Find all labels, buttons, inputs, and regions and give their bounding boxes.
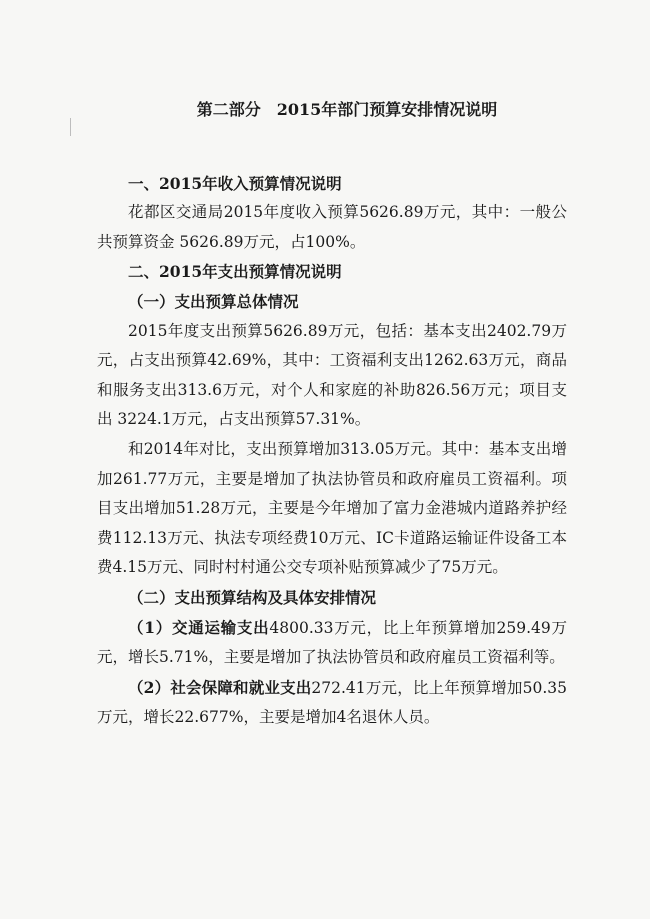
social-security-expense-item xyxy=(97,673,567,733)
expense-structure-heading: （二）支出预算结构及具体安排情况 xyxy=(128,587,377,607)
income-paragraph: 花都区交通局2015年度收入预算5626.89万元，其中：一般公共预算资金 5626.89万元，占100%。 xyxy=(97,203,567,251)
expense-overview-heading: （一）支出预算总体情况 xyxy=(128,291,299,311)
expense-comparison-paragraph: 和2014年对比，支出预算增加313.05万元。其中：基本支出增加261.77万元，主要是增加了执法协管员和政府雇员工资福利。项目支出增加51.28万元，主要是今年增加了富力金港城内道路养护经费112.13万元、执法专项经费10万元、IC卡道路运输证件设备工本费4.15万元、同时村村通公交专项补贴预算减少了75万元。 xyxy=(97,439,567,577)
page-title: 第二部分 2015年部门预算安排情况说明 xyxy=(196,100,498,119)
expense-overview-paragraph: 2015年度支出预算5626.89万元，包括：基本支出2402.79万元，占支出预算42.69%，其中：工资福利支出1262.63万元，商品和服务支出313.6万元，对个人和家庭的补助826.56万元；项目支出 3224.1万元，占支出预算57.31%。 xyxy=(97,321,567,429)
expense-heading: 二、2015年支出预算情况说明 xyxy=(128,262,342,282)
social-security-expense-text: 272.41万元，比上年预算增加50.35万元，增长22.677%，主要是增加4名退休人员。 xyxy=(97,678,567,727)
income-heading: 一、2015年收入预算情况说明 xyxy=(128,173,342,193)
transport-expense-label: （1）交通运输支出 xyxy=(128,617,270,637)
scan-mark xyxy=(70,118,71,136)
document-body xyxy=(97,95,567,733)
social-security-expense-label: （2）社会保障和就业支出 xyxy=(128,677,312,697)
transport-expense-item xyxy=(97,613,567,673)
transport-expense-text: 4800.33万元，比上年预算增加259.49万元，增长5.71%，主要是增加了执法协管员和政府雇员工资福利等。 xyxy=(97,618,567,667)
